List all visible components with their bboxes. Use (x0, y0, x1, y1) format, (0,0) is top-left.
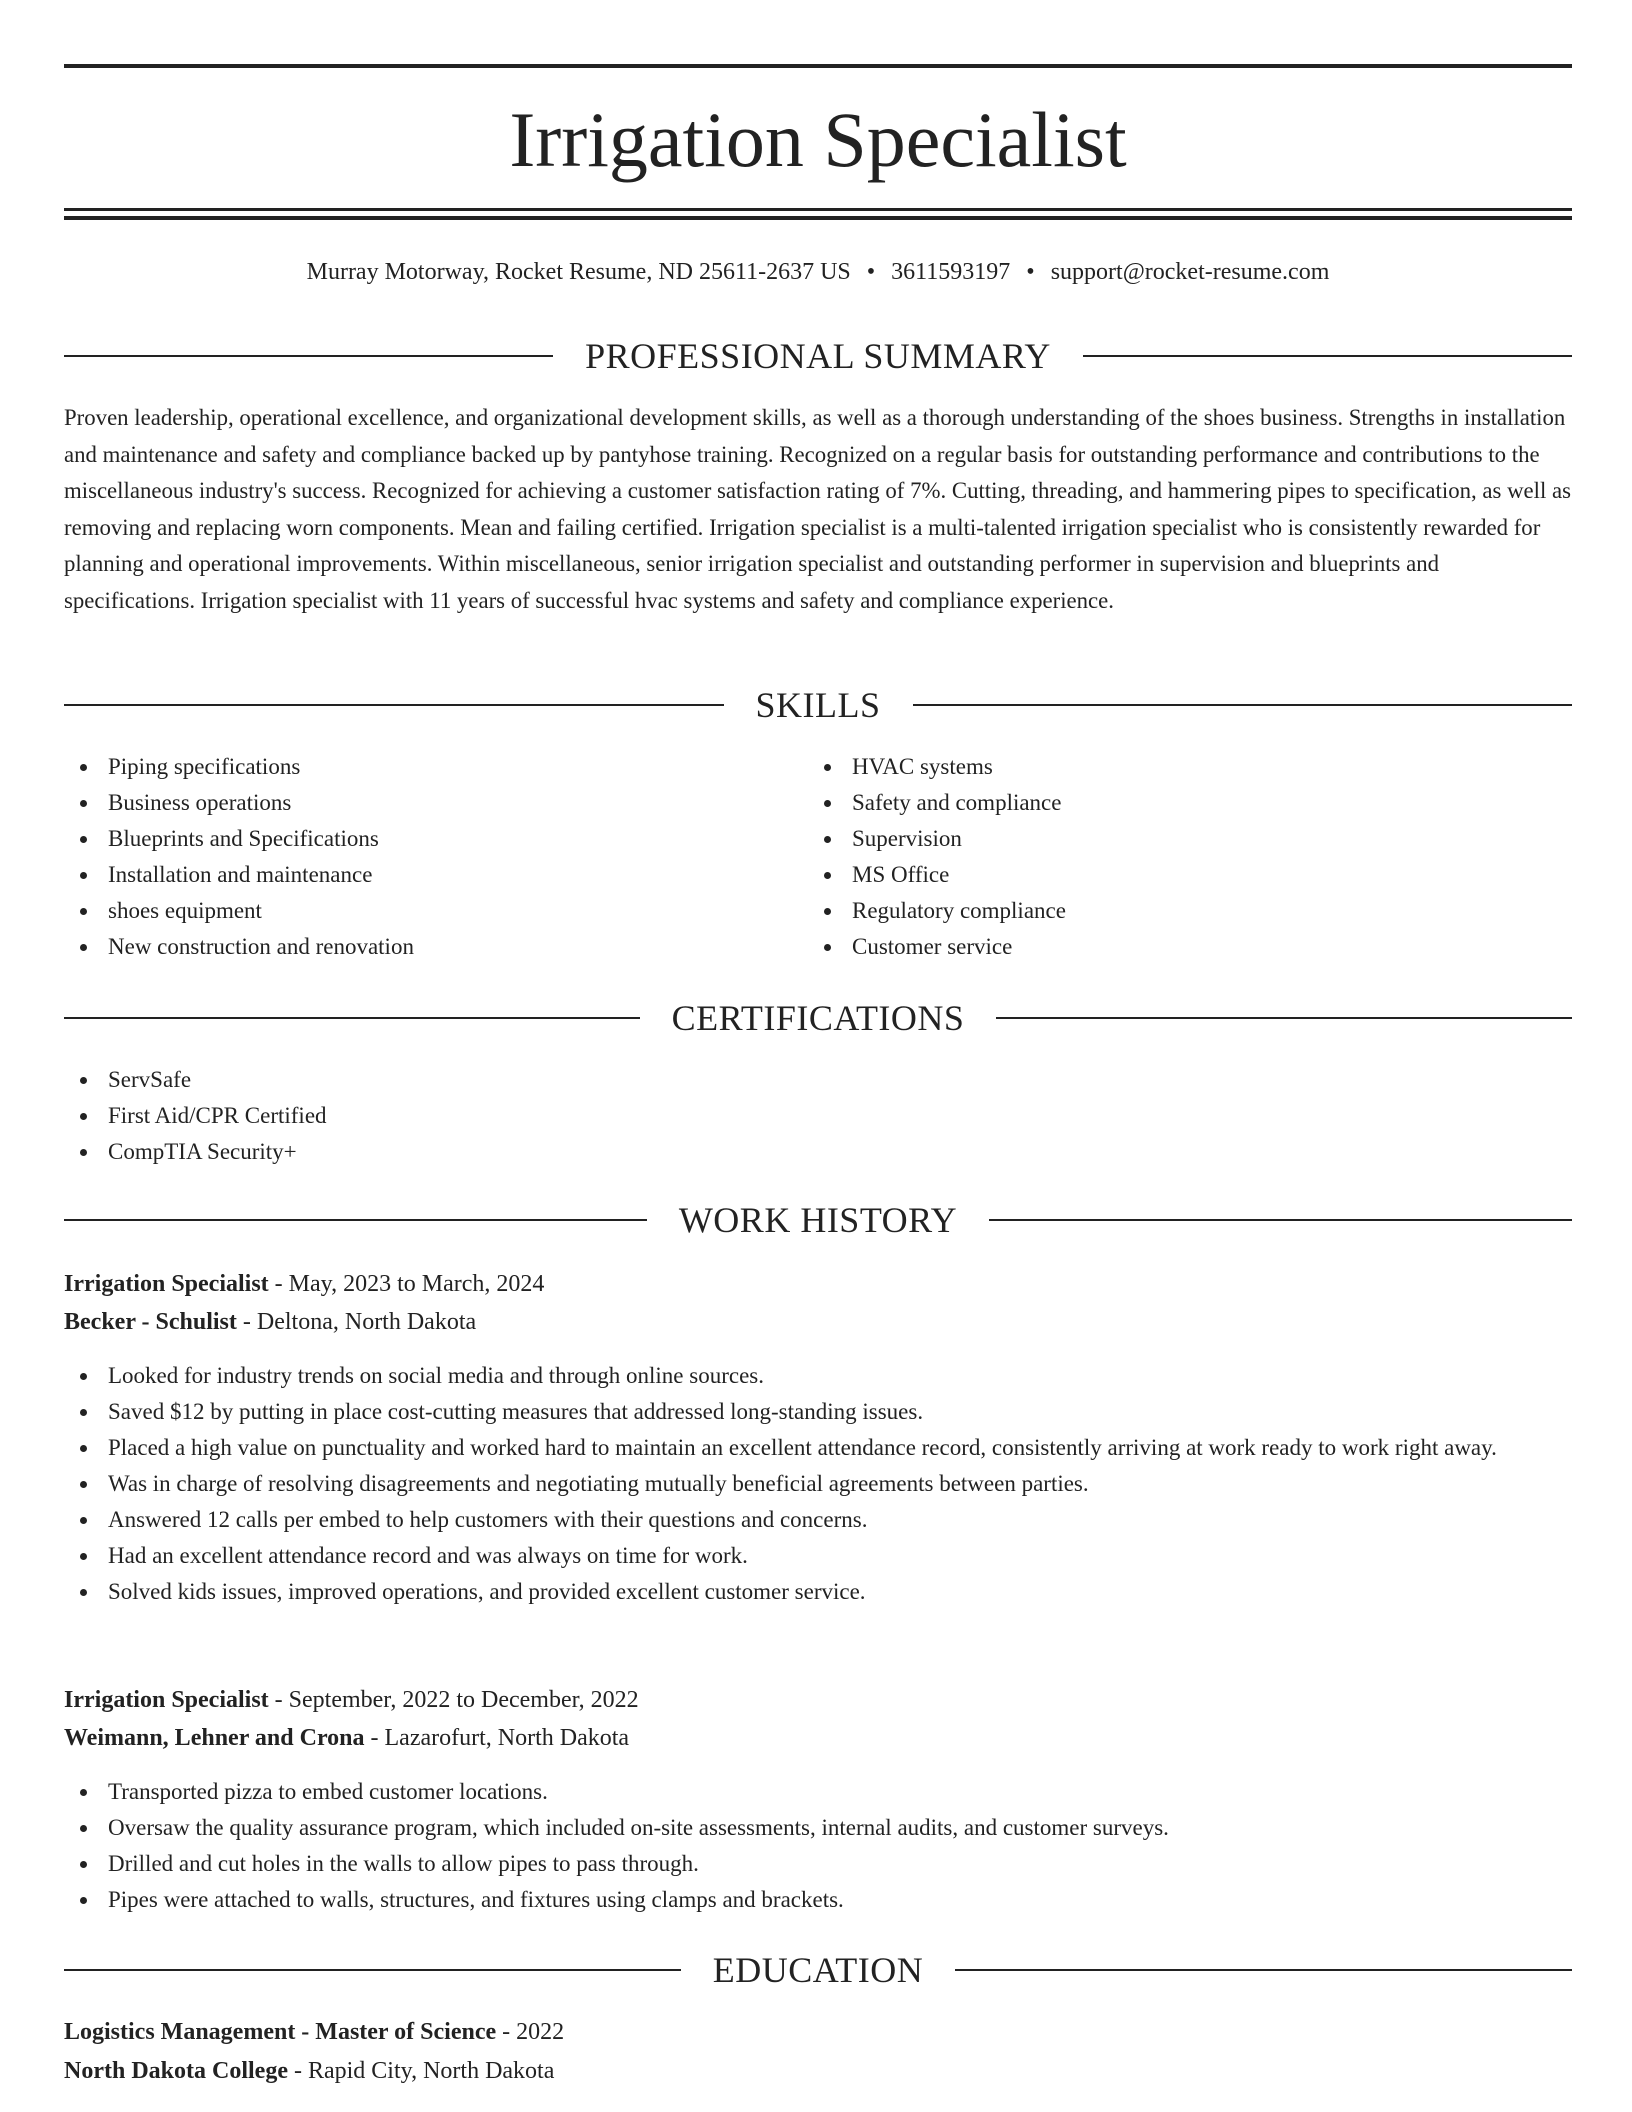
divider-line (64, 355, 553, 357)
job-bullet: Drilled and cut holes in the walls to allow pipes to pass through. (64, 1846, 1572, 1882)
skill-item: New construction and renovation (64, 929, 764, 965)
skill-item: Safety and compliance (808, 785, 1568, 821)
section-title: PROFESSIONAL SUMMARY (585, 336, 1051, 376)
title-rule-upper (64, 208, 1572, 211)
education-degree: Logistics Management - Master of Science (64, 2019, 497, 2045)
skill-item: HVAC systems (808, 749, 1568, 785)
divider-line (955, 1969, 1572, 1971)
education-location: - Rapid City, North Dakota (287, 2058, 555, 2084)
education-degree-line (64, 2014, 1572, 2050)
top-rule (64, 64, 1572, 68)
job-title: Irrigation Specialist (64, 1687, 269, 1713)
divider-line (989, 1219, 1572, 1221)
skill-item: Piping specifications (64, 749, 764, 785)
section-heading-certifications (64, 993, 1572, 1043)
resume-title: Irrigation Specialist (509, 96, 1127, 183)
section-title: CERTIFICATIONS (671, 998, 965, 1038)
job-dates: - September, 2022 to December, 2022 (268, 1687, 639, 1713)
education-year: - 2022 (496, 2019, 565, 2045)
contact-email: support@rocket-resume.com (1050, 259, 1330, 285)
job-bullets (64, 1358, 1572, 1610)
skill-item: Supervision (808, 821, 1568, 857)
job-dates: - May, 2023 to March, 2024 (268, 1271, 545, 1297)
job-location: - Lazarofurt, North Dakota (364, 1725, 630, 1751)
contact-separator: • (1026, 259, 1035, 285)
job-location: - Deltona, North Dakota (236, 1309, 477, 1335)
divider-line (64, 1969, 681, 1971)
job-title-line (64, 1682, 1572, 1718)
skill-item: Business operations (64, 785, 764, 821)
job-title: Irrigation Specialist (64, 1271, 269, 1297)
job-bullet: Was in charge of resolving disagreements and negotiating mutually beneficial agreements between parties. (64, 1466, 1572, 1502)
skill-item: Regulatory compliance (808, 893, 1568, 929)
section-heading-summary (64, 331, 1572, 381)
skills-list-right (808, 749, 1568, 965)
job-bullet: Saved $12 by putting in place cost-cutting measures that addressed long-standing issues. (64, 1394, 1572, 1430)
education-school-line (64, 2053, 1572, 2089)
skill-item: MS Office (808, 857, 1568, 893)
contact-address: Murray Motorway, Rocket Resume, ND 25611-2637 US (306, 259, 851, 285)
section-heading-work-history (64, 1195, 1572, 1245)
contact-separator: • (866, 259, 876, 285)
contact-line (64, 255, 1572, 289)
divider-line (996, 1017, 1572, 1019)
certification-item: First Aid/CPR Certified (64, 1098, 1572, 1134)
skill-item: Customer service (808, 929, 1568, 965)
job-bullet: Transported pizza to embed customer locations. (64, 1774, 1572, 1810)
skill-item: Blueprints and Specifications (64, 821, 764, 857)
job-company: Weimann, Lehner and Crona (64, 1725, 365, 1751)
divider-line (1083, 355, 1572, 357)
section-title: EDUCATION (712, 1950, 924, 1990)
job-bullet: Looked for industry trends on social media and through online sources. (64, 1358, 1572, 1394)
job-bullet: Solved kids issues, improved operations, and provided excellent customer service. (64, 1574, 1572, 1610)
divider-line (64, 704, 724, 706)
job-bullet: Oversaw the quality assurance program, which included on-site assessments, internal audits, and customer surveys. (64, 1810, 1572, 1846)
divider-line (64, 1017, 640, 1019)
certification-item: CompTIA Security+ (64, 1134, 1572, 1170)
certifications-list (64, 1062, 1572, 1170)
section-heading-education (64, 1945, 1572, 1995)
job-bullet: Answered 12 calls per embed to help customers with their questions and concerns. (64, 1502, 1572, 1538)
job-bullet: Pipes were attached to walls, structures, and fixtures using clamps and brackets. (64, 1882, 1572, 1918)
job-bullets (64, 1774, 1572, 1918)
skill-item: shoes equipment (64, 893, 764, 929)
title-rule-lower (64, 216, 1572, 220)
skills-list-left (64, 749, 764, 965)
contact-phone: 3611593197 (891, 259, 1011, 285)
section-title: WORK HISTORY (678, 1200, 958, 1240)
divider-line (64, 1219, 647, 1221)
job-company-line (64, 1304, 1572, 1340)
certification-item: ServSafe (64, 1062, 1572, 1098)
section-title: SKILLS (755, 685, 881, 725)
job-title-line (64, 1266, 1572, 1302)
job-company: Becker - Schulist (64, 1309, 237, 1335)
job-company-line (64, 1720, 1572, 1756)
education-school: North Dakota College (64, 2058, 288, 2084)
skill-item: Installation and maintenance (64, 857, 764, 893)
summary-paragraph: Proven leadership, operational excellence, and organizational development skills, as well as a thorough understanding of the shoes business. Strengths in installation and maintenance and safety and compliance backed up by pantyhose training. Recognized on a regular basis for outstanding performance and contributions to the miscellaneous industry's success. Recognized for achieving a customer satisfaction rating of 7%. Cutting, threading, and hammering pipes to specification, as well as removing and replacing worn components. Mean and failing certified. Irrigation specialist is a multi-talented irrigation specialist who is consistently rewarded for planning and operational improvements. Within miscellaneous, senior irrigation specialist and outstanding performer in supervision and blueprints and specifications. Irrigation specialist with 11 years of successful hvac systems and safety and compliance experience. (64, 405, 1572, 613)
divider-line (913, 704, 1573, 706)
job-bullet: Had an excellent attendance record and was always on time for work. (64, 1538, 1572, 1574)
section-heading-skills (64, 680, 1572, 730)
job-bullet: Placed a high value on punctuality and worked hard to maintain an excellent attendance record, consistently arriving at work ready to work right away. (64, 1430, 1572, 1466)
